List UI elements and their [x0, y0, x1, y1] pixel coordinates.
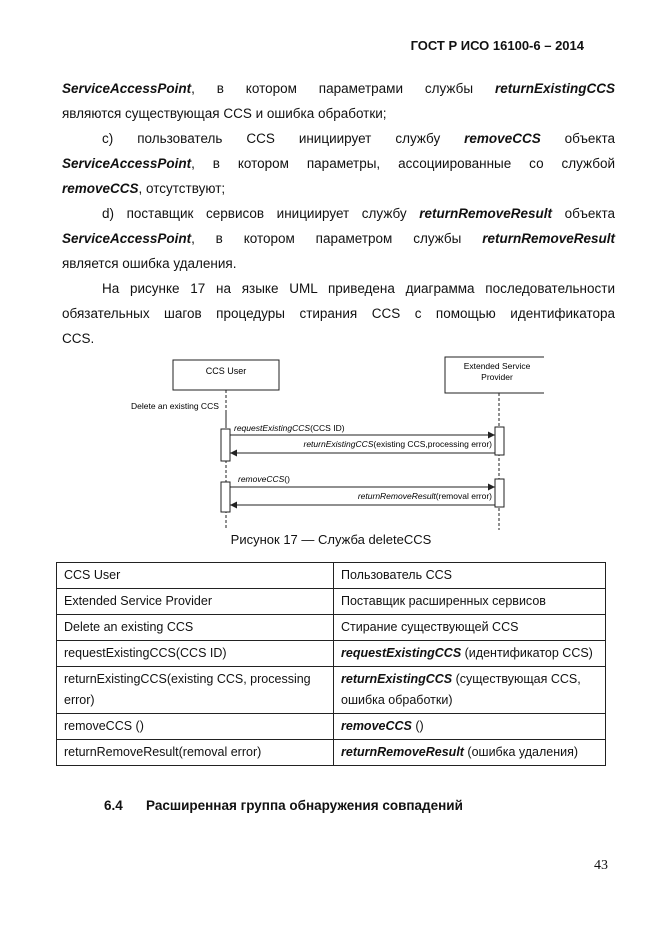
message-request-existing-ccs	[234, 423, 345, 433]
table-cell-ru: Поставщик расширенных сервисов	[334, 589, 606, 615]
text: , в котором параметром службы	[191, 231, 483, 246]
text: (идентификатор CCS)	[461, 646, 593, 660]
term: requestExistingCCS	[341, 646, 462, 660]
table-cell-en: Extended Service Provider	[57, 589, 334, 615]
paragraph-d	[62, 201, 615, 276]
paragraph-b	[62, 76, 615, 126]
message-args: (removal error)	[435, 491, 492, 501]
message-name: removeCCS	[238, 474, 285, 484]
message-args: (existing CCS,processing error)	[373, 439, 492, 449]
table-cell-en: Delete an existing CCS	[57, 615, 334, 641]
lifeline-ccs-user-label: CCS User	[205, 366, 247, 376]
trigger-label: Delete an existing CCS	[131, 401, 219, 411]
term: ServiceAccessPoint	[62, 156, 192, 171]
glossary-table	[56, 562, 606, 766]
message-remove-ccs	[238, 474, 290, 484]
message-return-existing-ccs	[304, 439, 493, 449]
text: объекта	[540, 131, 615, 146]
text: c) пользователь CCS инициирует службу	[102, 131, 465, 146]
paragraph-line: обязательных шагов процедуры стирания CCS с помощью идентификатора	[62, 306, 615, 321]
table-row	[57, 740, 606, 766]
term: ServiceAccessPoint	[62, 81, 192, 96]
page-number: 43	[594, 858, 608, 873]
activation-provider-2	[495, 479, 504, 507]
term: returnExistingCCS	[494, 81, 615, 96]
activation-user-1	[221, 429, 230, 461]
sequence-diagram	[124, 352, 544, 532]
lifeline-provider-label-line2: Provider	[481, 372, 513, 382]
paragraph-line: является ошибка удаления.	[62, 256, 237, 271]
message-args: (CCS ID)	[310, 423, 345, 433]
paragraph-line	[62, 126, 615, 151]
table-row	[57, 641, 606, 667]
paragraph-line	[62, 76, 615, 101]
table-cell-en: returnRemoveResult(removal error)	[57, 740, 334, 766]
table-cell-ru	[334, 714, 606, 740]
document-header: ГОСТ Р ИСО 16100-6 – 2014	[410, 38, 584, 53]
text: , в котором параметры, ассоциированные со службой	[191, 156, 615, 171]
term: returnExistingCCS	[341, 672, 453, 686]
paragraph-line: На рисунке 17 на языке UML приведена диаграмма последовательности	[102, 281, 615, 296]
table-cell-ru: Стирание существующей CCS	[334, 615, 606, 641]
text: объекта	[552, 206, 615, 221]
message-name: returnExistingCCS	[303, 439, 374, 449]
section-heading	[104, 798, 463, 813]
text: ()	[411, 719, 424, 733]
table-cell-en: CCS User	[57, 563, 334, 589]
term: returnRemoveResult	[341, 745, 464, 759]
message-return-remove-result	[358, 491, 492, 501]
paragraph-line	[62, 201, 615, 226]
term: removeCCS	[341, 719, 412, 733]
activation-provider-1	[495, 427, 504, 455]
table-cell-en: removeCCS ()	[57, 714, 334, 740]
term: returnRemoveResult	[419, 206, 553, 221]
figure-caption: Рисунок 17 — Служба deleteCCS	[230, 532, 432, 547]
table-cell-ru	[334, 641, 606, 667]
paragraph-line	[62, 226, 615, 251]
term: returnRemoveResult	[482, 231, 615, 246]
table-cell-ru	[334, 667, 606, 714]
message-args: ()	[284, 474, 290, 484]
table-row	[57, 615, 606, 641]
table-row	[57, 563, 606, 589]
message-name: requestExistingCCS	[234, 423, 311, 433]
text: (ошибка удаления)	[463, 745, 579, 759]
term: removeCCS	[464, 131, 541, 146]
table-row	[57, 714, 606, 740]
table-cell-en: requestExistingCCS(CCS ID)	[57, 641, 334, 667]
term: ServiceAccessPoint	[62, 231, 192, 246]
text: d) поставщик сервисов инициирует службу	[102, 206, 420, 221]
term: removeCCS	[62, 181, 139, 196]
section-number: 6.4	[104, 798, 123, 813]
text: , в котором параметрами службы	[191, 81, 495, 96]
paragraph-line	[62, 151, 615, 176]
paragraph-line	[62, 176, 615, 201]
table-cell-ru: Пользователь CCS	[334, 563, 606, 589]
table-row	[57, 667, 606, 714]
message-name: returnRemoveResult	[357, 491, 436, 501]
table-cell-en: returnExistingCCS(existing CCS, processing error)	[57, 667, 334, 714]
paragraph-intro	[62, 276, 615, 351]
activation-user-2	[221, 482, 230, 512]
paragraph-c	[62, 126, 615, 201]
paragraph-line: CCS.	[62, 331, 95, 346]
lifeline-provider-label-line1: Extended Service	[463, 361, 531, 371]
text: (существующая CCS, ошибка обработки)	[341, 672, 581, 707]
paragraph-line: являются существующая CCS и ошибка обработки;	[62, 106, 387, 121]
section-title: Расширенная группа обнаружения совпадений	[146, 798, 463, 813]
table-row	[57, 589, 606, 615]
text: , отсутствуют;	[138, 181, 226, 196]
table-cell-ru	[334, 740, 606, 766]
